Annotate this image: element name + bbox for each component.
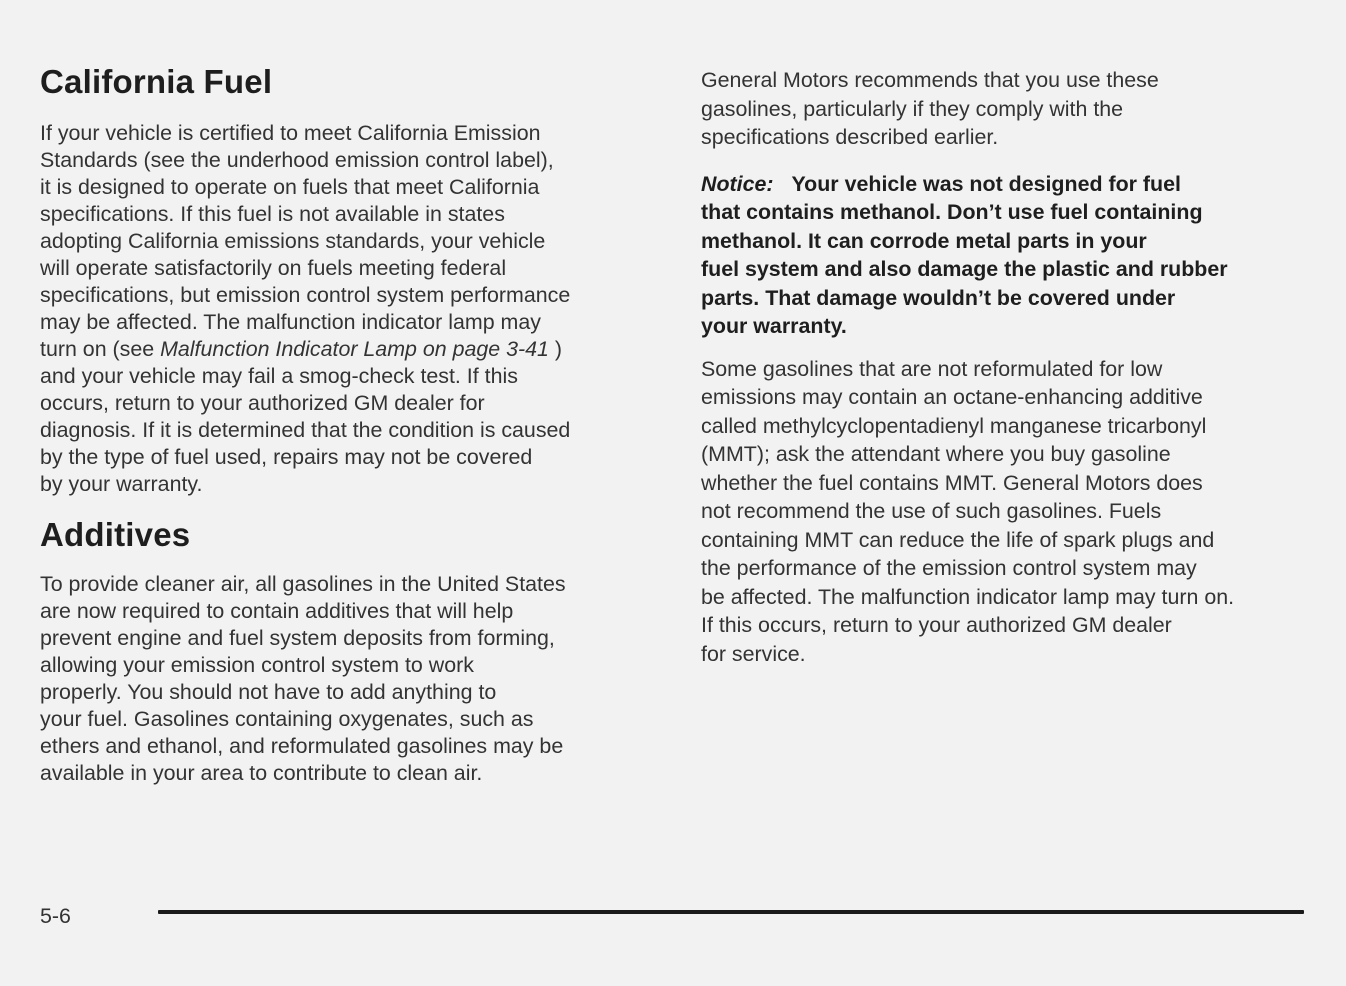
left-column xyxy=(40,62,656,787)
california-fuel-text-b: ) and your vehicle may fail a smog-check test. If this occurs, return to your authorized GM dealer for diagnosis. If it is determined that the condition is caused by the type of fuel used, repairs may not be covered by your warranty. xyxy=(40,337,571,496)
mmt-paragraph: Some gasolines that are not reformulated for low emissions may contain an octane-enhancing additive called methylcyclopentadienyl manganese tricarbonyl (MMT); ask the attendant where you buy gasoline whether the fuel contains MMT. General Motors does not recommend the use of such gasolines. Fuels containing MMT can reduce the life of spark plugs and the performance of the emission control system may be affected. The malfunction indicator lamp may turn on. If this occurs, return to your authorized GM dealer for service. xyxy=(701,356,1235,666)
malfunction-lamp-page-reference[interactable]: Malfunction Indicator Lamp on page 3-41 xyxy=(160,337,549,361)
notice-label: Notice: xyxy=(701,171,774,196)
additives-paragraph: To provide cleaner air, all gasolines in the United States are now required to contain additives that will help prevent engine and fuel system deposits from forming, allowing your emission control system to work properly. You should not have to add anything to your fuel. Gasolines containing oxygenates, such as ethers and ethanol, and reformulated gasolines may be available in your area to contribute to clean air. xyxy=(40,572,566,785)
right-column xyxy=(701,66,1311,668)
footer-rule xyxy=(158,910,1304,914)
heading-additives: Additives xyxy=(40,516,191,553)
california-fuel-paragraph xyxy=(40,120,656,498)
notice-text: Your vehicle was not designed for fuel that contains methanol. Don’t use fuel containing methanol. It can corrode metal parts in your fuel system and also damage the plastic and rubber parts. That damage wouldn’t be covered under your warranty. xyxy=(701,171,1228,338)
notice-block xyxy=(701,170,1311,341)
heading-california-fuel: California Fuel xyxy=(40,63,273,100)
california-fuel-text-a: If your vehicle is certified to meet California Emission Standards (see the underhood emission control label), it is designed to operate on fuels that meet California specifications. If this fuel is not available in states adopting California emissions standards, your vehicle will operate satisfactorily on fuels meeting federal specifications, but emission control system performance may be affected. The malfunction indicator lamp may turn on (see xyxy=(40,121,571,361)
gm-recommendation-paragraph: General Motors recommends that you use these gasolines, particularly if they comply with the specifications described earlier. xyxy=(701,68,1159,149)
page-number: 5-6 xyxy=(40,904,71,928)
